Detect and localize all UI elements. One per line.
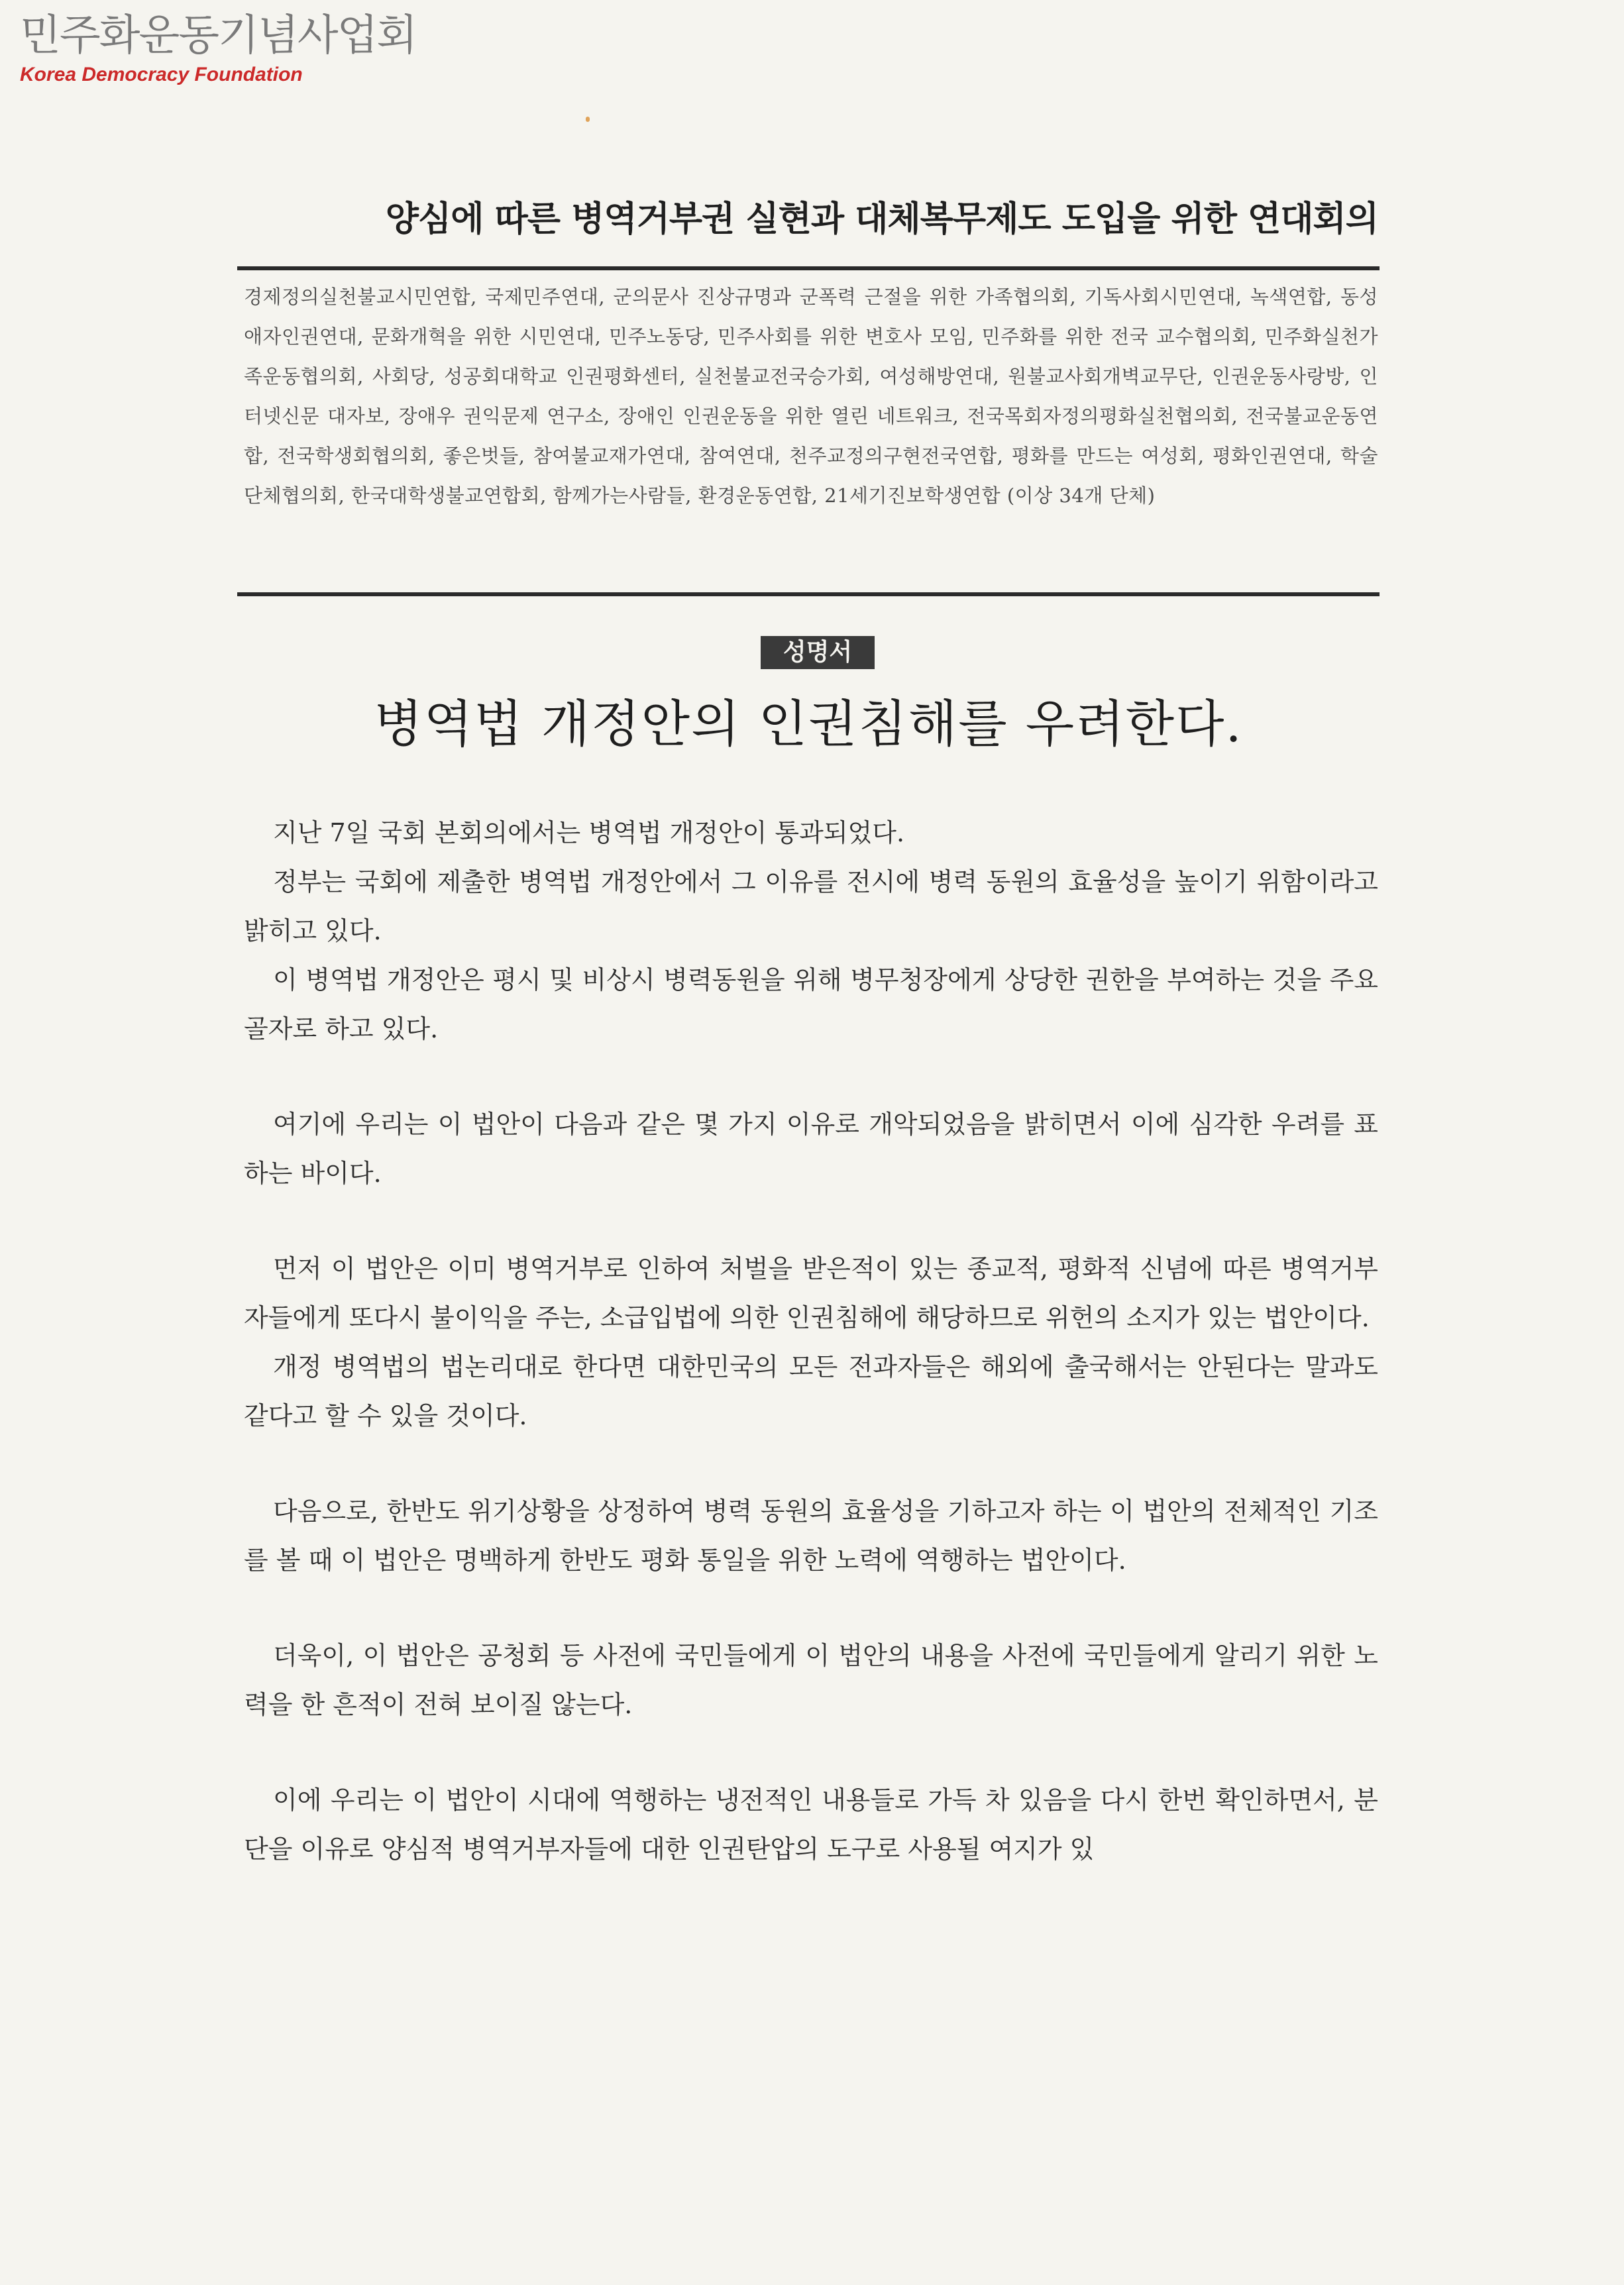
paragraph-7: 다음으로, 한반도 위기상황을 상정하여 병력 동원의 효율성을 기하고자 하는 이 법안의 전체적인 기조를 볼 때 이 법안은 명백하게 한반도 평화 통일을 위한 노력에 역행하는 법안이다. xyxy=(244,1497,1378,1575)
paragraph-1: 지난 7일 국회 본회의에서는 병역법 개정안이 통과되었다. xyxy=(273,818,905,847)
watermark-english: Korea Democracy Foundation xyxy=(20,64,303,85)
paragraph-6: 개정 병역법의 법논리대로 한다면 대한민국의 모든 전과자들은 해외에 출국해서는 안된다는 말과도 같다고 할 수 있을 것이다. xyxy=(244,1352,1378,1430)
paragraph-9: 이에 우리는 이 법안이 시대에 역행하는 냉전적인 내용들로 가득 차 있음을 다시 한번 확인하면서, 분단을 이유로 양심적 병역거부자들에 대한 인권탄압의 도구로 사용될 여지가 있 xyxy=(244,1785,1378,1864)
top-rule xyxy=(237,266,1380,270)
paper-speck xyxy=(586,117,590,122)
paragraph-3: 이 병역법 개정안은 평시 및 비상시 병력동원을 위해 병무청장에게 상당한 권한을 부여하는 것을 주요 골자로 하고 있다. xyxy=(244,965,1378,1043)
coalition-title: 양심에 따른 병역거부권 실현과 대체복무제도 도입을 위한 연대회의 xyxy=(385,199,1378,239)
paragraph-8: 더욱이, 이 법안은 공청회 등 사전에 국민들에게 이 법안의 내용을 사전에 국민들에게 알리기 위한 노력을 한 흔적이 전혀 보이질 않는다. xyxy=(244,1641,1378,1719)
paragraph-4: 여기에 우리는 이 법안이 다음과 같은 몇 가지 이유로 개악되었음을 밝히면서 이에 심각한 우려를 표하는 바이다. xyxy=(244,1110,1378,1188)
member-organizations: 경제정의실천불교시민연합, 국제민주연대, 군의문사 진상규명과 군폭력 근절을 위한 가족협의회, 기독사회시민연대, 녹색연합, 동성애자인권연대, 문화개혁을 위한 시민연대, 민주노동당, 민주사회를 위한 변호사 모임, 민주화를 위한 전국 교수협의회, 민주화실천가족운동협의회, 사회당, 성공회대학교 인권평화센터, 실천불교전국승가회, 여성해방연대, 원불교사회개벽교무단, 인권운동사랑방, 인터넷신문 대자보, 장애우 권익문제 연구소, 장애인 인권운동을 위한 열린 네트워크, 전국목회자정의평화실천협의회, 전국불교운동연합, 전국학생회협의회, 좋은벗들, 참여불교재가연대, 참여연대, 천주교정의구현전국연합, 평화를 만드는 여성회, 평화인권연대, 학술단체협의회, 한국대학생불교연합회, 함께가는사람들, 환경운동연합, 21세기진보학생연합 (이상 34개 단체) xyxy=(244,286,1378,507)
statement-title: 병역법 개정안의 인권침해를 우려한다. xyxy=(374,694,1243,753)
bottom-rule xyxy=(237,592,1380,596)
paragraph-2: 정부는 국회에 제출한 병역법 개정안에서 그 이유를 전시에 병력 동원의 효율성을 높이기 위함이라고 밝히고 있다. xyxy=(244,867,1378,945)
watermark-logo xyxy=(20,11,417,86)
statement-body xyxy=(244,808,1378,1874)
paragraph-5: 먼저 이 법안은 이미 병역거부로 인하여 처벌을 받은적이 있는 종교적, 평화적 신념에 따른 병역거부자들에게 또다시 불이익을 주는, 소급입법에 의한 인권침해에 해당하므로 위헌의 소지가 있는 법안이다. xyxy=(244,1254,1378,1332)
statement-label: 성명서 xyxy=(761,636,875,669)
watermark-korean: 민주화운동기념사업회 xyxy=(20,11,417,60)
